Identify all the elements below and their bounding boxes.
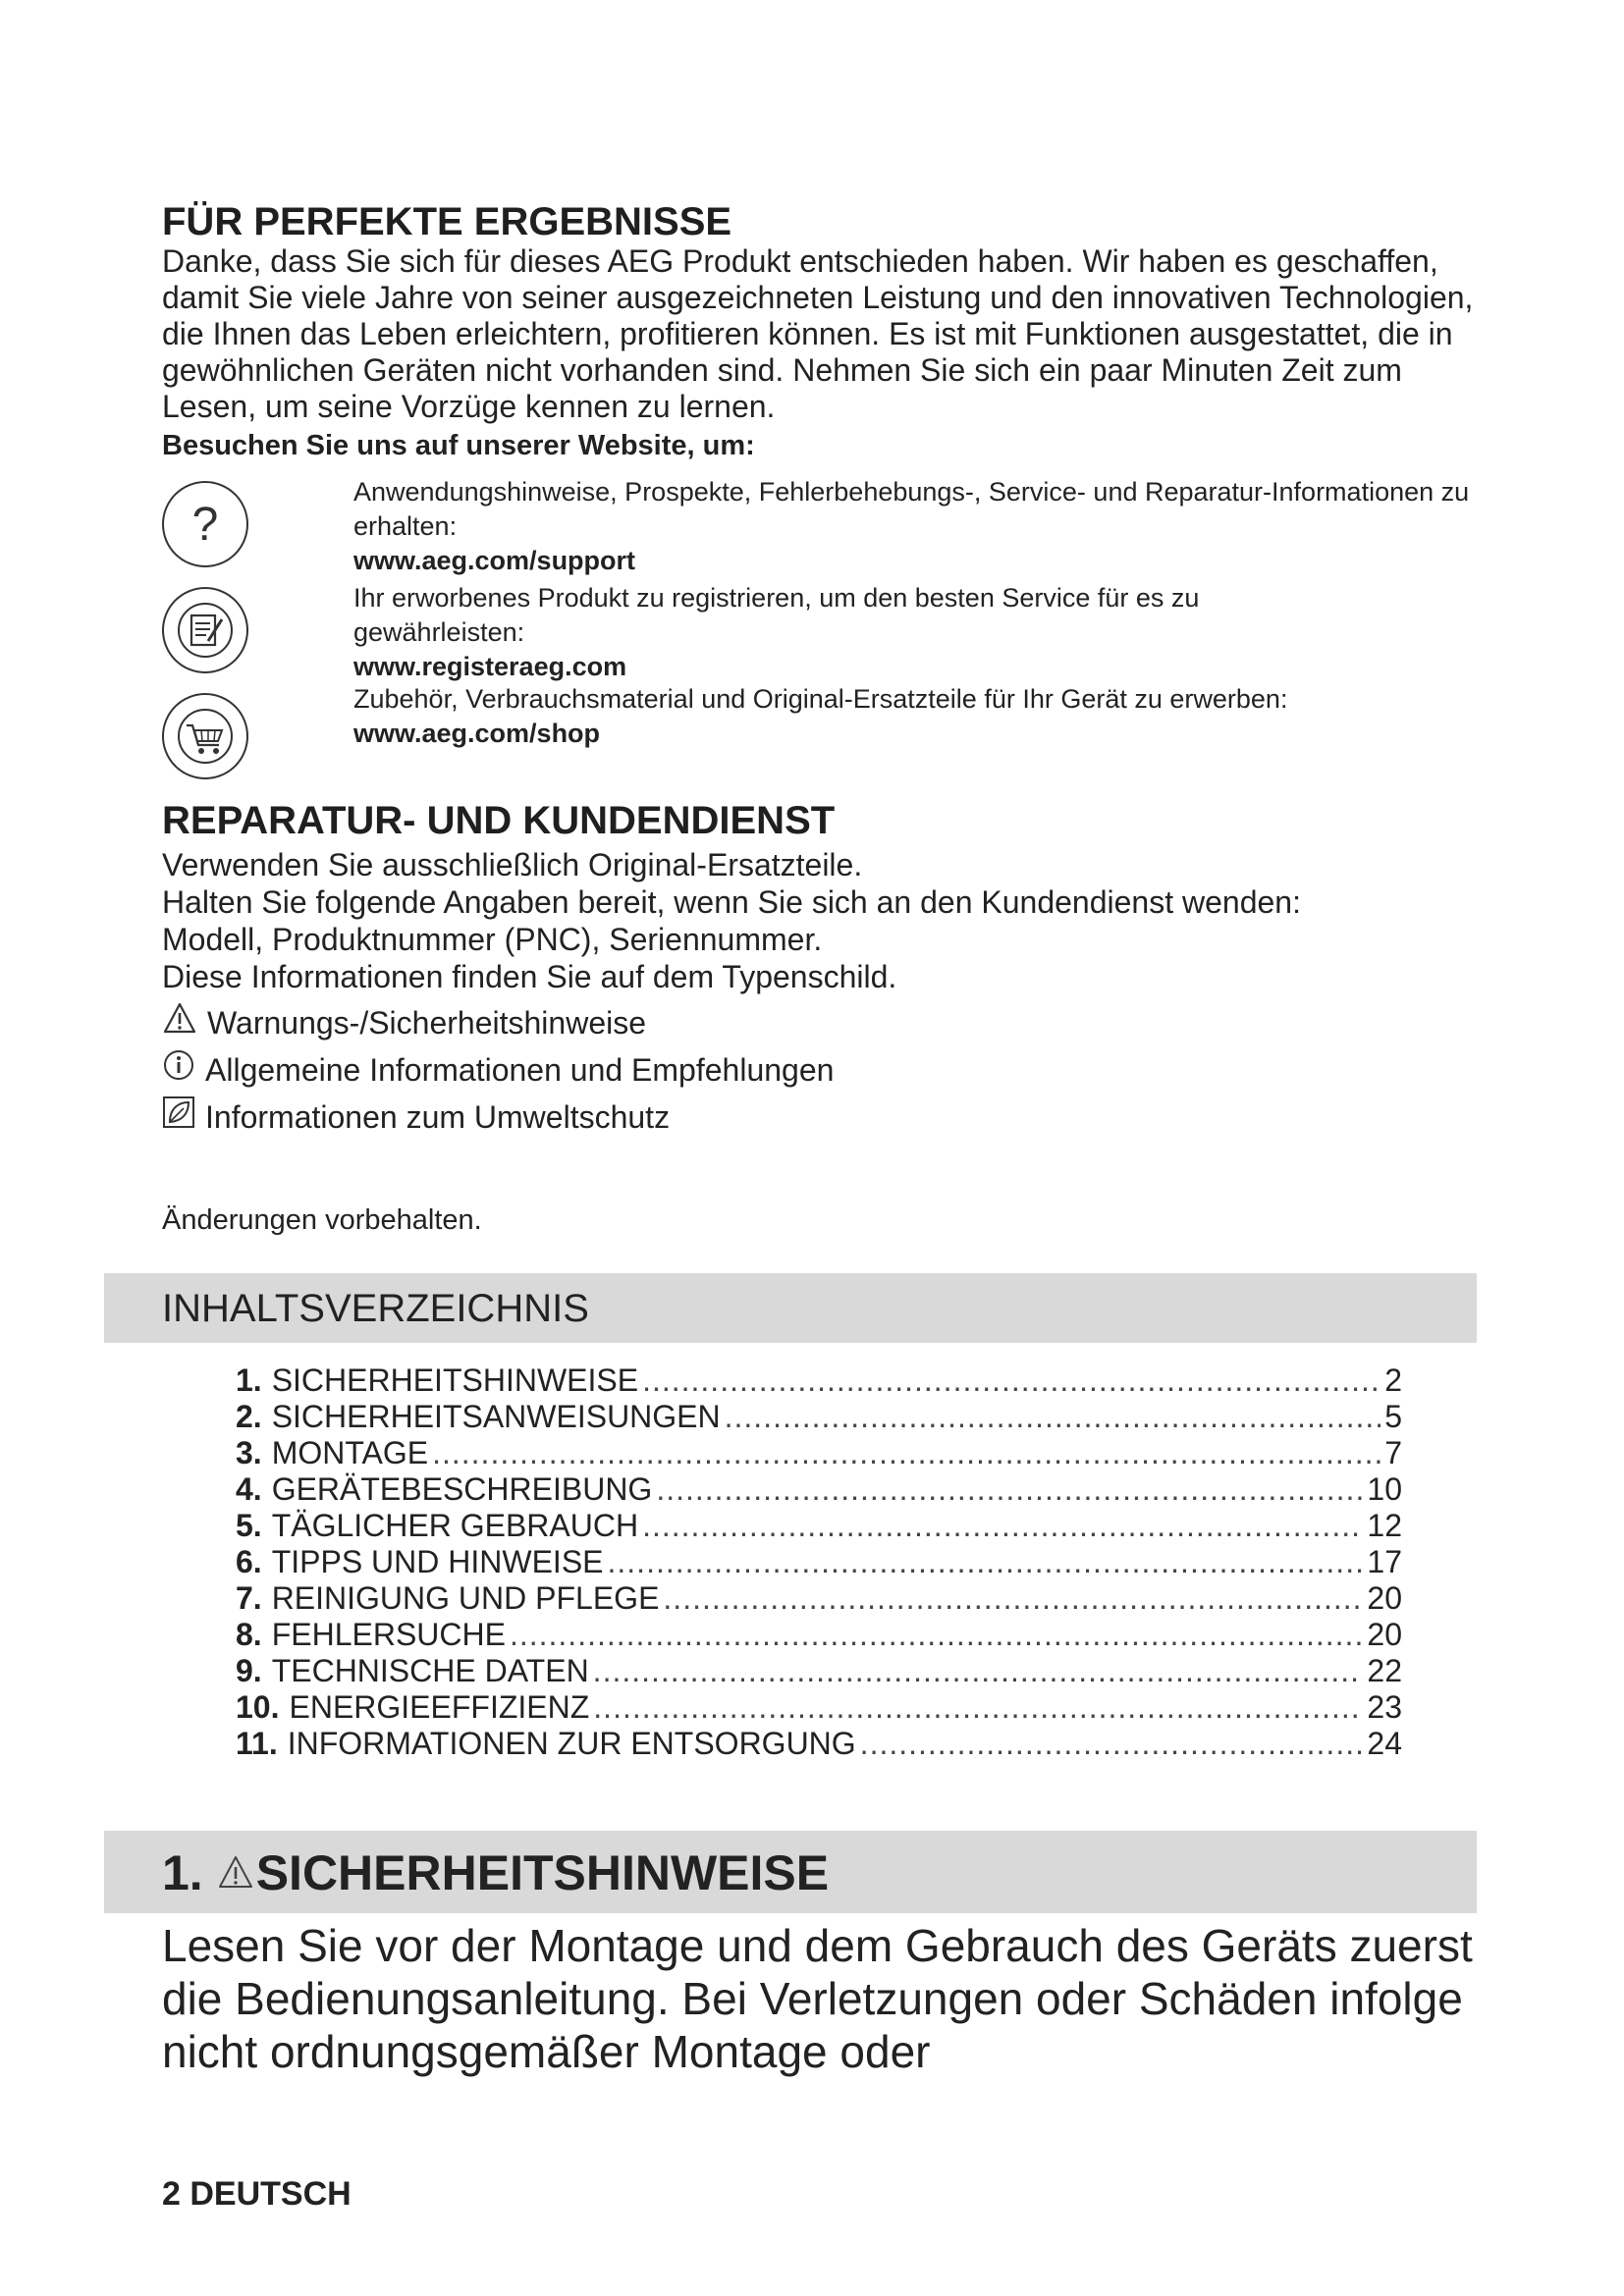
toc-item-page: 10 bbox=[1367, 1471, 1402, 1507]
toc-item-title: INFORMATIONEN ZUR ENTSORGUNG bbox=[287, 1726, 856, 1761]
cart-icon bbox=[162, 693, 248, 779]
toc-item-number: 11. bbox=[236, 1726, 278, 1761]
toc-item-number: 10. bbox=[236, 1689, 280, 1725]
toc-item-number: 7. bbox=[236, 1580, 262, 1616]
toc-item-title: REINIGUNG UND PFLEGE bbox=[271, 1580, 660, 1616]
toc-item-page: 23 bbox=[1367, 1689, 1402, 1725]
toc-leader bbox=[642, 1508, 1363, 1544]
intro-heading: FÜR PERFEKTE ERGEBNISSE bbox=[162, 200, 732, 243]
toc-item-11[interactable] bbox=[236, 1726, 1402, 1762]
link-shop bbox=[353, 682, 1483, 751]
visit-label: Besuchen Sie uns auf unserer Website, um: bbox=[162, 430, 755, 461]
section1-title: SICHERHEITSHINWEISE bbox=[255, 1845, 830, 1900]
toc-leader bbox=[656, 1471, 1363, 1508]
toc-item-page: 2 bbox=[1384, 1362, 1402, 1398]
legend-info-text: Allgemeine Informationen und Empfehlungen bbox=[205, 1051, 835, 1088]
toc-item-10[interactable] bbox=[236, 1689, 1402, 1726]
toc-item-title: GERÄTEBESCHREIBUNG bbox=[271, 1471, 653, 1507]
service-line: Halten Sie folgende Angaben bereit, wenn Sie sich an den Kundendienst wenden: bbox=[162, 884, 1301, 920]
register-url[interactable]: www.registeraeg.com bbox=[353, 652, 627, 681]
toc-item-page: 20 bbox=[1367, 1580, 1402, 1616]
toc-item-number: 8. bbox=[236, 1617, 262, 1652]
toc-item-8[interactable] bbox=[236, 1617, 1402, 1653]
toc-item-page: 20 bbox=[1367, 1617, 1402, 1652]
service-line: Verwenden Sie ausschließlich Original-Ersatzteile. bbox=[162, 847, 863, 882]
section1-number: 1. bbox=[162, 1845, 203, 1900]
toc-item-number: 3. bbox=[236, 1435, 262, 1470]
section1-lead: Lesen Sie vor der Montage und dem Gebrauch des Geräts zuerst die Bedienungsanleitung. Bei Verletzungen oder Schäden infolge nicht ordnungsgemäßer Montage oder bbox=[162, 1920, 1473, 2077]
link-support bbox=[353, 475, 1483, 578]
toc-item-6[interactable] bbox=[236, 1544, 1402, 1580]
toc-item-5[interactable] bbox=[236, 1508, 1402, 1544]
section1-header-bar bbox=[104, 1831, 1477, 1913]
support-url[interactable]: www.aeg.com/support bbox=[353, 546, 636, 575]
toc-leader bbox=[642, 1362, 1380, 1399]
toc-item-number: 9. bbox=[236, 1653, 262, 1688]
service-heading: REPARATUR- UND KUNDENDIENST bbox=[162, 799, 836, 842]
question-icon bbox=[162, 481, 248, 567]
toc-item-2[interactable] bbox=[236, 1399, 1402, 1435]
toc-item-title: ENERGIEEFFIZIENZ bbox=[289, 1689, 590, 1725]
toc-item-title: TÄGLICHER GEBRAUCH bbox=[271, 1508, 639, 1543]
toc-item-page: 7 bbox=[1384, 1435, 1402, 1470]
register-icon bbox=[162, 587, 248, 673]
legend-environment bbox=[162, 1095, 670, 1138]
legend-environment-text: Informationen zum Umweltschutz bbox=[205, 1098, 671, 1135]
toc-leader bbox=[860, 1726, 1364, 1762]
toc-item-3[interactable] bbox=[236, 1435, 1402, 1471]
toc-leader bbox=[663, 1580, 1363, 1617]
toc-item-page: 24 bbox=[1367, 1726, 1402, 1761]
toc-item-title: MONTAGE bbox=[271, 1435, 429, 1470]
warning-icon bbox=[162, 1001, 197, 1043]
service-line: Modell, Produktnummer (PNC), Seriennummer. bbox=[162, 922, 823, 957]
link-shop-text: Zubehör, Verbrauchsmaterial und Original-Ersatzteile für Ihr Gerät zu erwerben: bbox=[353, 684, 1288, 714]
toc-heading: INHALTSVERZEICHNIS bbox=[162, 1287, 589, 1330]
toc-item-number: 5. bbox=[236, 1508, 262, 1543]
legend-info bbox=[162, 1048, 834, 1091]
toc-header-bar bbox=[104, 1273, 1477, 1343]
toc-leader bbox=[608, 1544, 1364, 1580]
toc-item-title: FEHLERSUCHE bbox=[271, 1617, 506, 1652]
toc-item-7[interactable] bbox=[236, 1580, 1402, 1617]
toc-item-title: SICHERHEITSANWEISUNGEN bbox=[271, 1399, 721, 1434]
toc-item-1[interactable] bbox=[236, 1362, 1402, 1399]
toc-item-page: 17 bbox=[1367, 1544, 1402, 1579]
section1-heading bbox=[162, 1844, 829, 1901]
toc-leader bbox=[432, 1435, 1380, 1471]
toc-leader bbox=[593, 1689, 1363, 1726]
link-register bbox=[353, 581, 1335, 684]
toc-item-page: 22 bbox=[1367, 1653, 1402, 1688]
toc-item-number: 1. bbox=[236, 1362, 262, 1398]
toc-item-9[interactable] bbox=[236, 1653, 1402, 1689]
toc-leader bbox=[510, 1617, 1363, 1653]
svg-text:?: ? bbox=[191, 499, 219, 551]
link-support-text: Anwendungshinweise, Prospekte, Fehlerbehebungs-, Service- und Reparatur-Informationen zu erhalten: bbox=[353, 477, 1470, 541]
toc-item-title: TECHNISCHE DATEN bbox=[271, 1653, 589, 1688]
leaf-icon bbox=[162, 1095, 195, 1138]
toc-item-page: 5 bbox=[1384, 1399, 1402, 1434]
toc-leader bbox=[725, 1399, 1381, 1435]
service-line: Diese Informationen finden Sie auf dem Typenschild. bbox=[162, 959, 897, 994]
toc-item-4[interactable] bbox=[236, 1471, 1402, 1508]
warning-icon bbox=[217, 1844, 254, 1901]
legend-warning bbox=[162, 1001, 646, 1043]
service-text bbox=[162, 846, 1478, 995]
legend-warning-text: Warnungs-/Sicherheitshinweise bbox=[207, 1004, 647, 1041]
toc-item-title: SICHERHEITSHINWEISE bbox=[271, 1362, 639, 1398]
changes-note: Änderungen vorbehalten. bbox=[162, 1204, 482, 1236]
toc-item-number: 2. bbox=[236, 1399, 262, 1434]
info-icon bbox=[162, 1048, 195, 1091]
toc-item-page: 12 bbox=[1367, 1508, 1402, 1543]
intro-paragraph: Danke, dass Sie sich für dieses AEG Produkt entschieden haben. Wir haben es geschaffen, damit Sie viele Jahre von seiner ausgezeichneten Leistung und den innovativen Technologien, die Ihnen das Leben erleichtern, profitieren können. Es ist mit Funktionen ausgestattet, die in gewöhnlichen Geräten nicht vorhanden sind. Nehmen Sie sich ein paar Minuten Zeit zum Lesen, um seine Vorzüge kennen zu lernen. bbox=[162, 243, 1474, 424]
page-footer: 2 DEUTSCH bbox=[162, 2175, 352, 2213]
link-register-text: Ihr erworbenes Produkt zu registrieren, um den besten Service für es zu gewährleisten: bbox=[353, 583, 1200, 647]
toc-item-title: TIPPS UND HINWEISE bbox=[271, 1544, 604, 1579]
toc-item-number: 6. bbox=[236, 1544, 262, 1579]
shop-url[interactable]: www.aeg.com/shop bbox=[353, 719, 601, 748]
toc-item-number: 4. bbox=[236, 1471, 262, 1507]
toc-leader bbox=[593, 1653, 1364, 1689]
